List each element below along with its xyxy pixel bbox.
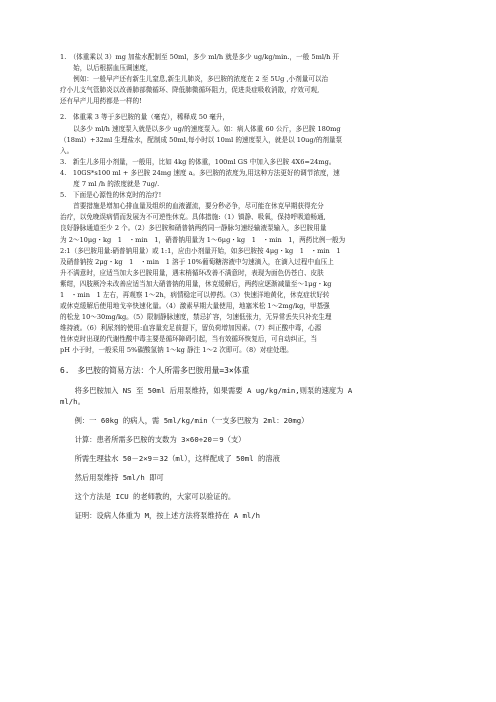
text-line: 始，以后根据血压调速度， bbox=[60, 64, 153, 73]
text-line: 良好静脉通道至少 2 个。（2）多巴胺和硝普钠两药同一静脉匀速经输液泵输入，多巴胺用量 bbox=[60, 224, 327, 233]
text-line: 紫绀，四肢厥冷未改善应适当加大硝普钠的用量，休克缓解后，两药应逐渐减量至～1μg・kg bbox=[60, 279, 332, 288]
text-line: 及硝普钠按 2μg・kg 1 ・min 1 溶于 10%葡萄糖溶液中匀速滴入，在滴入过程中血压上 bbox=[60, 257, 334, 266]
text-line: 证明：设病人体重为 M，按上述方法将泵维持在 A ml/h bbox=[60, 510, 261, 520]
text-line: 将多巴胺加入 NS 至 50ml 后用泵维持，如果需要 A ug/kg/min,则泵的速度为 A bbox=[60, 385, 353, 395]
text-line: ml/h。 bbox=[60, 396, 85, 406]
text-line: 1 ・min 1 左右，再观察 1～2h，病情稳定可以停药。（3）快速洋地黄化，休克症状好转 bbox=[60, 290, 330, 299]
item-1-example bbox=[60, 74, 448, 107]
item-3 bbox=[60, 157, 448, 168]
text-line: 4. 10GS*s100 ml + 多巴胺 24mg 速度 a。多巴胺的浓度为,用这种方法更好的调节浓度，速 bbox=[60, 168, 340, 177]
text-line: （18ml）+32ml 生理盐水，配制成 50ml,每小时以 10ml 的速度泵入，就是以 10ug/的剂量泵 bbox=[60, 135, 343, 144]
text-line: 这个方法是 ICU 的老师教的，大家可以验证的。 bbox=[60, 491, 236, 501]
text-line: 例如：一般早产还有新生儿窒息,新生儿肺炎，多巴胺的浓度在 2 至 5Ug ,小剂量可以治 bbox=[60, 75, 329, 84]
document-body bbox=[60, 52, 448, 521]
text-line: 例：一 60kg 的病人，需 5ml/kg/min（一支多巴胺为 2ml：20mg） bbox=[60, 415, 309, 425]
text-line: 2. 体重乘 3 等于多巴胺的量（毫克），稀释成 50 毫升， bbox=[60, 113, 230, 122]
text-line: 度 7 ml /h 的浓度就是 7ug/. bbox=[60, 180, 160, 189]
text-line: 治疗，以免晚误病情而发展为不可逆性休克。具体措施:（1）镇静、吸氧，保持呼吸道畅通, bbox=[60, 213, 326, 222]
text-line: 所需生理盐水 50－2×9＝32（ml），这样配成了 50ml 的溶液 bbox=[60, 453, 280, 463]
item-1 bbox=[60, 52, 448, 74]
section-6-heading: 6. 多巴胺的简易方法：个人所需多巴胺用量=3×体重 bbox=[60, 365, 250, 375]
section-6 bbox=[60, 365, 448, 521]
text-line: 2:1（多巴胺用量:硝普钠用量）或 1:1，应由小剂量开始，如多巴胺按 4μg・kg 1 ・min 1 bbox=[60, 246, 341, 255]
text-line: 还有早产儿用药都是一样的! bbox=[60, 97, 142, 106]
item-5-body bbox=[60, 201, 448, 356]
text-line: 3. 新生儿多用小剂量，一般用，比如 4kg 的体重，100ml GS 中加入多巴胺 4X6=24mg。 bbox=[60, 157, 336, 166]
text-line: 性休克时出现的代谢性酸中毒主要是循环障碍引起，当有效循环恢复后，可自动纠正，当 bbox=[60, 335, 318, 344]
item-5 bbox=[60, 190, 448, 201]
text-line: 疗小儿支气管肺炎以改善肺部微循环、降低肺微循环阻力，促进炎症吸收消散，疗效可观, bbox=[60, 86, 320, 95]
text-line: 1. （体重乘以 3）mg 加盐水配制至 50ml，多少 ml/h 就是多少 ug/kg/min.，一般 5ml/h 开 bbox=[60, 53, 340, 61]
text-line: 入。 bbox=[60, 146, 74, 155]
item-2 bbox=[60, 112, 448, 156]
text-line: 以多少 ml/h 速度泵入就是以多少 ug/的速度泵入。如：病人体重 60 公斤，多巴胺 180mg bbox=[60, 124, 341, 133]
text-line: 维持液。（6）利尿剂的使用:血容量充足前提下，留负荷增加因素。（7）纠正酸中毒，心源 bbox=[60, 324, 322, 333]
text-line: 5. 下面是心源性的休克时的治疗! bbox=[60, 191, 162, 200]
text-line: 的松龙 10～30mg/kg。（5）限制静脉速度，禁忌扩容，匀速低张力，无异常丢失只补充生理 bbox=[60, 313, 332, 322]
text-line: 或休克缓解后使用地戈辛快速化量。（4）激素早期大量使用，地塞米松 1～2mg/kg，甲基强 bbox=[60, 302, 330, 311]
text-line: pH 小于时，一般采用 5%碳酸氢钠 1～kg 静注 1～2 次即可。（8）对症处理。 bbox=[60, 346, 293, 355]
text-line: 计算：患者所需多巴胺的支数为 3×60÷20＝9（支） bbox=[60, 434, 246, 444]
item-4 bbox=[60, 168, 448, 190]
text-line: 为 2～10μg・kg 1 ・min 1，硝普钠用量为 1～6μg・kg 1 ・min 1，两药比例一般为 bbox=[60, 235, 346, 244]
text-line: 升不满意时，应适当加大多巴胺用量，遇末梢循环改善不满意时，表现为面色仍苍白、皮肤 bbox=[60, 268, 324, 277]
text-line: 然后用泵维持 5ml/h 即可 bbox=[60, 472, 164, 482]
text-line: 首要措施是增加心排血量及组织的血液灌流，要分秒必争，尽可能在休克早期获得充分 bbox=[60, 202, 324, 211]
